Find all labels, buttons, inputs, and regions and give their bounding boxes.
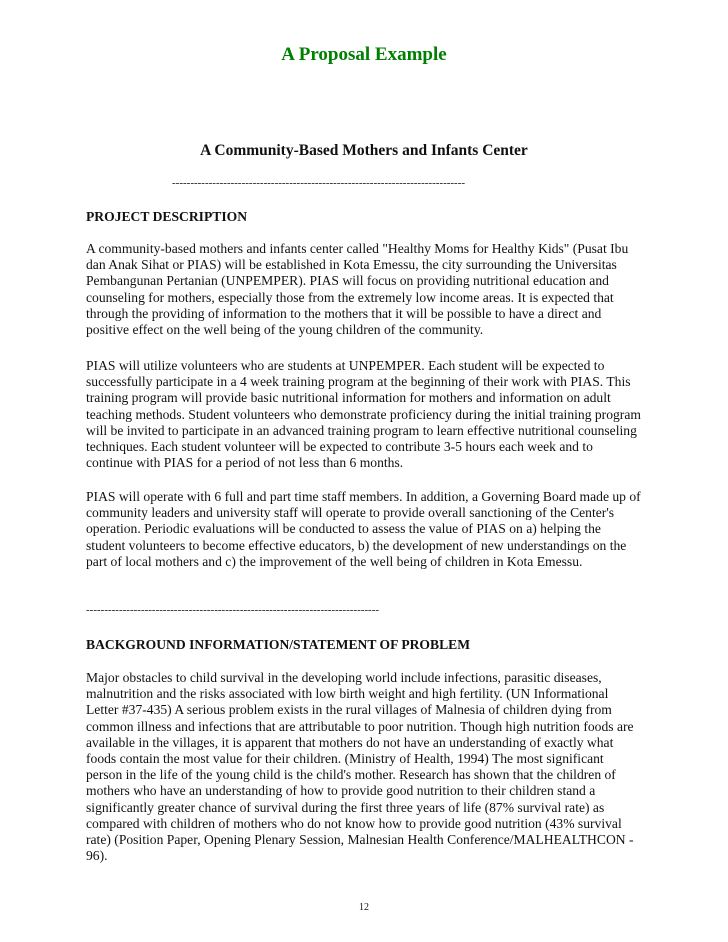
dashed-divider-top: -------------------------------------------------------------------------------- — [172, 177, 466, 189]
project-paragraph-3: PIAS will operate with 6 full and part time staff members. In addition, a Governing Board made up of community leaders and university staff will operate to provide overall sanctioning of the Center's operation. Periodic evaluations will be conducted to assess the value of PIAS on a) helping the student volunteers to become effective educators, b) the development of new understandings on the part of local mothers and c) the improvement of the well being of children in Kota Emessu. — [86, 489, 641, 569]
document-subtitle: A Community-Based Mothers and Infants Center — [200, 142, 528, 159]
project-paragraph-1: A community-based mothers and infants center called "Healthy Moms for Healthy Kids" (Pusat Ibu dan Anak Sihat or PIAS) will be established in Kota Emessu, the city surrounding the Universitas Pembangunan Pertanian (UNPEMPER). PIAS will focus on providing nutritional education and counseling for mothers, especially those from the extremely low income areas. It is expected that through the providing of information to the mothers that it will be possible to have a direct and positive effect on the well being of the young children of the community. — [86, 241, 629, 338]
dashed-divider-mid: -------------------------------------------------------------------------------- — [86, 604, 380, 616]
project-description-heading: PROJECT DESCRIPTION — [86, 209, 248, 224]
background-paragraph-1: Major obstacles to child survival in the developing world include infections, parasitic diseases, malnutrition and the risks associated with low birth weight and high fertility. (UN Informational Letter #37-435) A serious problem exists in the rural villages of Malnesia of children dying from common illness and infections that are attributable to poor nutrition. Though high nutrition foods are available in the villages, it is apparent that mothers do not have an understanding of exactly what foods contain the most value for their children. (Ministry of Health, 1994) The most significant person in the life of the young child is the child's mother. Research has shown that the children of mothers who have an understanding of how to provide good nutrition to their children stand a significantly greater chance of survival during the first three years of life (87% survival rate) as compared with children of mothers who do not know how to provide good nutrition (43% survival rate) (Position Paper, Opening Plenary Session, Malnesian Health Conference/MALHEALTHCON - 96). — [86, 670, 634, 864]
background-heading: BACKGROUND INFORMATION/STATEMENT OF PROBLEM — [86, 637, 471, 652]
project-paragraph-2: PIAS will utilize volunteers who are students at UNPEMPER. Each student will be expected to successfully participate in a 4 week training program at the beginning of their work with PIAS. This training program will provide basic nutritional information for mothers and information on adult teaching methods. Student volunteers who demonstrate proficiency during the initial training program will be invited to participate in an advanced training program to learn effective nutritional counseling techniques. Each student volunteer will be expected to contribute 3-5 hours each week and to continue with PIAS for a period of not less than 6 months. — [86, 358, 641, 471]
document-title: A Proposal Example — [281, 44, 447, 65]
page-number: 12 — [359, 902, 369, 913]
